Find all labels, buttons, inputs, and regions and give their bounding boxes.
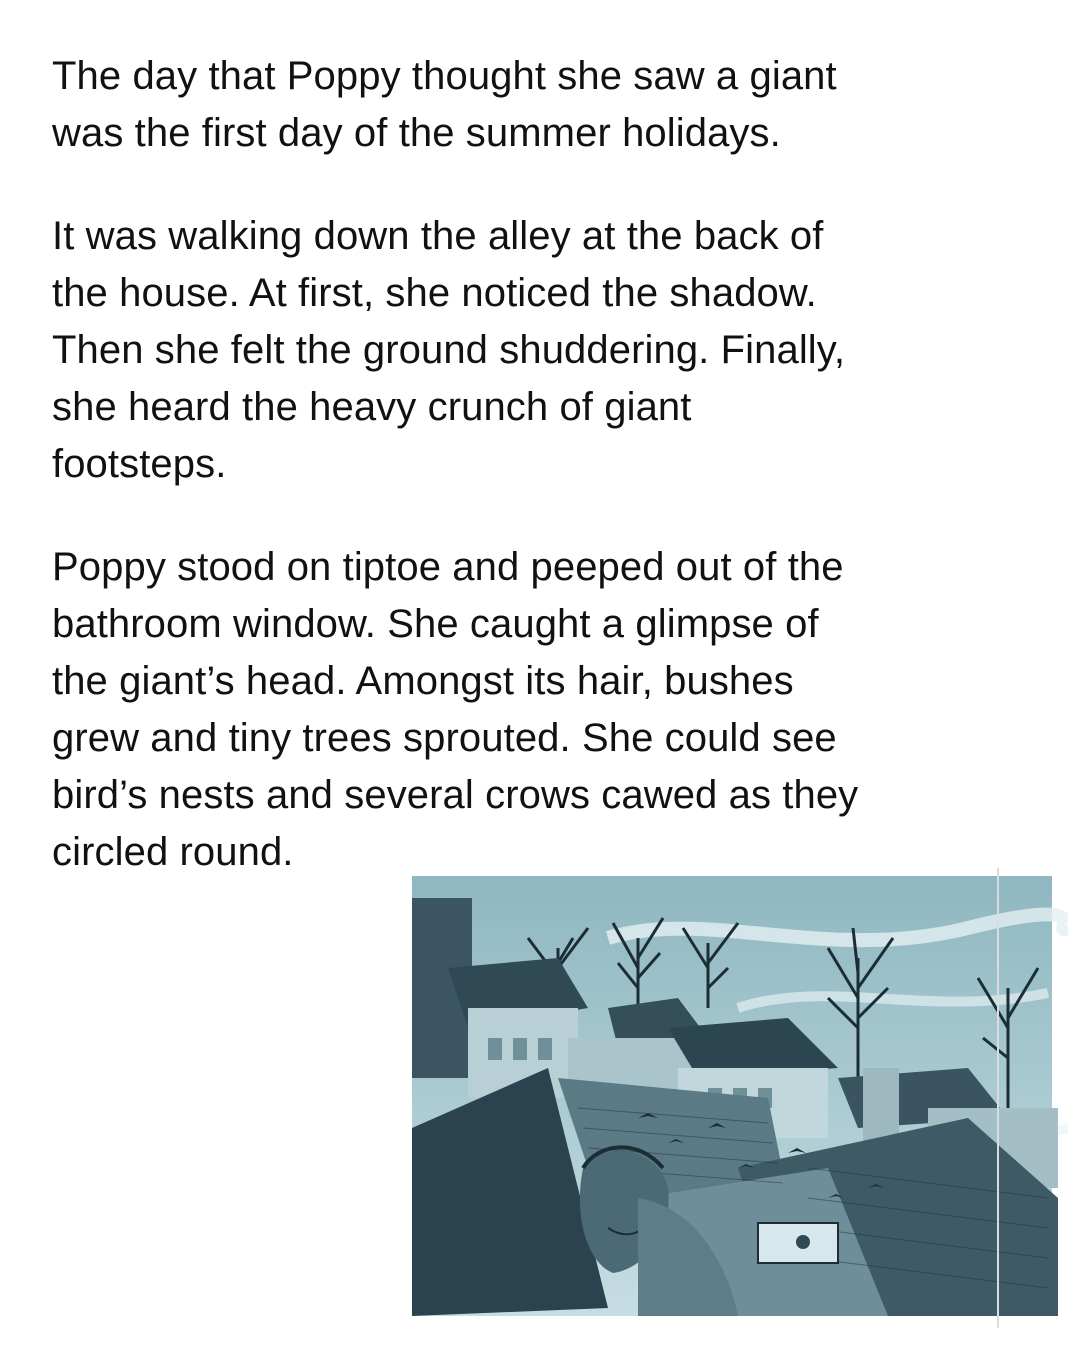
text-line: Then she felt the ground shuddering. Finally, [52, 328, 846, 372]
text-line: bathroom window. She caught a glimpse of [52, 602, 819, 646]
text-line: footsteps. [52, 442, 227, 486]
paragraph-1 [52, 48, 1052, 162]
text-line: circled round. [52, 830, 294, 874]
paragraph-3 [52, 539, 1052, 881]
illustration-svg [408, 868, 1068, 1328]
text-line: grew and tiny trees sprouted. She could see [52, 716, 837, 760]
text-line: the giant’s head. Amongst its hair, bushes [52, 659, 794, 703]
text-line: the house. At first, she noticed the shadow. [52, 271, 817, 315]
rooftop-giant-illustration [408, 868, 1068, 1328]
text-line: The day that Poppy thought she saw a giant [52, 54, 837, 98]
text-line: Poppy stood on tiptoe and peeped out of the [52, 545, 844, 589]
paragraph-2 [52, 208, 1052, 493]
text-line: bird’s nests and several crows cawed as they [52, 773, 859, 817]
text-line: was the first day of the summer holidays. [52, 111, 781, 155]
story-text [52, 48, 1052, 927]
text-line: she heard the heavy crunch of giant [52, 385, 692, 429]
poppy-in-window [796, 1235, 810, 1249]
text-line: It was walking down the alley at the back of [52, 214, 824, 258]
